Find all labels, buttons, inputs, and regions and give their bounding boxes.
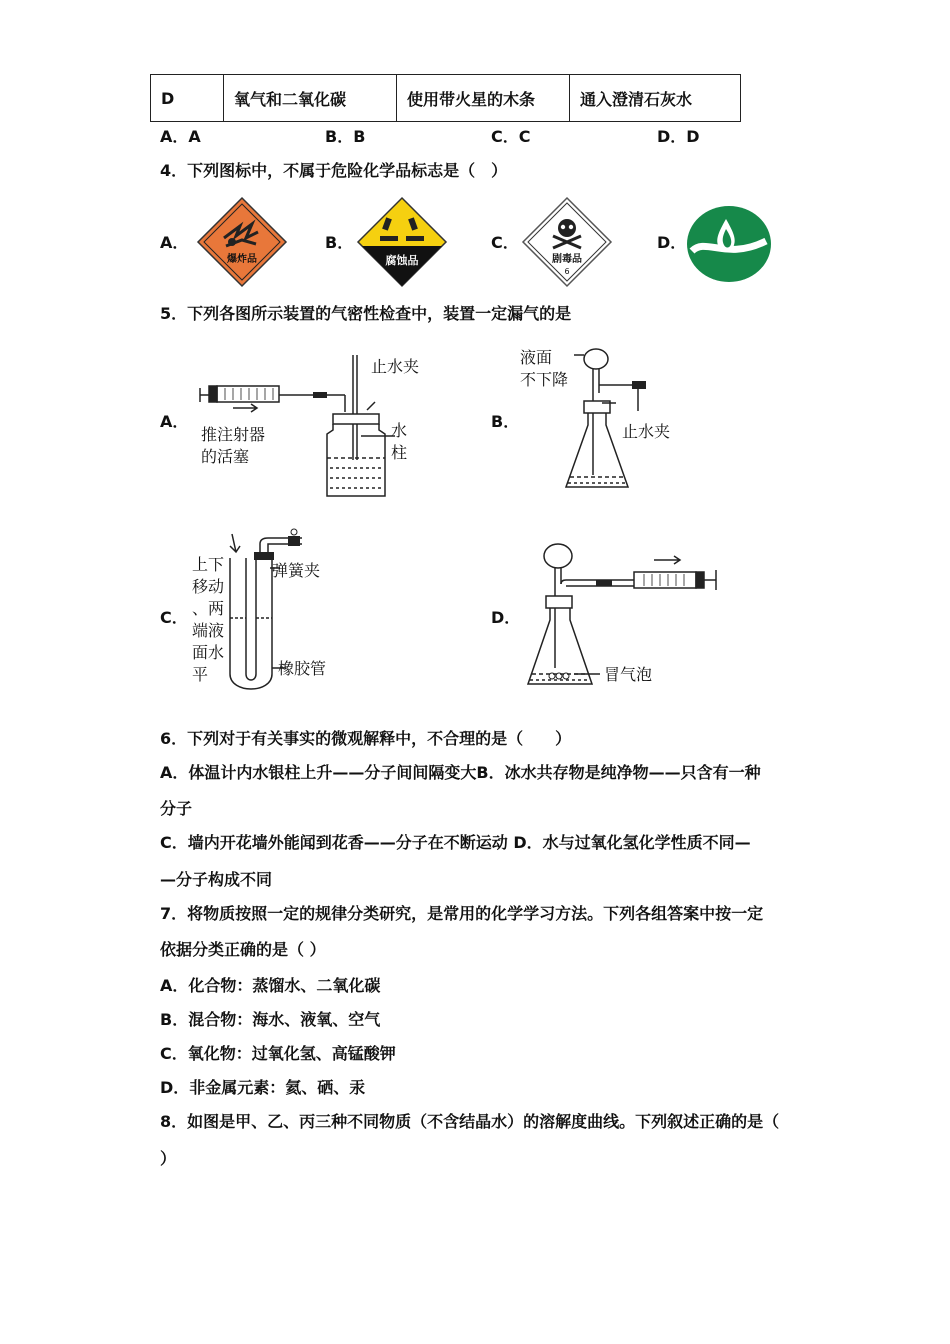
c-label-line-3: 、两: [192, 599, 225, 618]
b-clamp-label: 止水夹: [622, 422, 671, 441]
q7-stem-2: 依据分类正确的是（ ）: [160, 940, 326, 959]
table-cell: D: [151, 75, 224, 122]
q7-stem-1: 7．将物质按照一定的规律分类研究，是常用的化学学习方法。下列各组答案中按一定: [160, 904, 764, 923]
apparatus-c-diagram: [190, 528, 370, 698]
table-cell: 通入澄清石灰水: [570, 75, 741, 122]
table-row: [151, 75, 741, 122]
q7-option-d[interactable]: D．非金属元素：氦、硒、汞: [160, 1078, 366, 1097]
a-push-label-1: 推注射器: [201, 425, 266, 444]
apparatus-a-diagram: [195, 350, 435, 500]
q6-line-1: A．体温计内水银柱上升——分子间间隔变大B．冰水共存物是纯净物——只含有一种: [160, 763, 761, 782]
answer-table: [150, 74, 741, 122]
c-label-line-4: 端液: [192, 621, 225, 640]
c-label-line-6: 平: [192, 665, 209, 684]
water-saving-sign-icon: [686, 205, 772, 283]
q3-option-a[interactable]: A．A: [160, 127, 201, 146]
q7-option-a[interactable]: A．化合物：蒸馏水、二氧化碳: [160, 976, 381, 995]
c-label-line-1: 上下: [192, 555, 225, 574]
q5-stem: 5．下列各图所示装置的气密性检查中，装置一定漏气的是: [160, 304, 572, 323]
c-label-line-5: 面水: [192, 643, 225, 662]
q6-stem: 6．下列对于有关事实的微观解释中，不合理的是（ ）: [160, 729, 572, 748]
q4-label-c[interactable]: C．: [491, 233, 519, 252]
q4-label-b[interactable]: B．: [325, 233, 354, 252]
sign-c-text: 剧毒品: [552, 254, 582, 265]
c-label-line-2: 移动: [192, 577, 225, 596]
q4-label-a[interactable]: A．: [160, 233, 189, 252]
sign-b-text: 腐蚀品: [385, 254, 419, 267]
sign-a-text: 爆炸品: [227, 254, 257, 265]
q6-line-2: 分子: [160, 799, 193, 818]
a-push-label-2: 的活塞: [201, 447, 250, 466]
q4-stem: 4．下列图标中，不属于危险化学品标志是（ ）: [160, 161, 508, 180]
c-spring-label: 弹簧夹: [272, 561, 321, 580]
q5-label-a[interactable]: A．: [160, 412, 189, 431]
c-rubber-label: 橡胶管: [278, 659, 327, 678]
q8-stem-1: 8．如图是甲、乙、丙三种不同物质（不含结晶水）的溶解度曲线。下列叙述正确的是（: [160, 1112, 780, 1131]
b-level-label-1: 液面: [520, 348, 553, 367]
a-clamp-label: 止水夹: [371, 357, 420, 376]
poison-sign-icon: [521, 196, 613, 288]
q5-label-d[interactable]: D．: [491, 608, 521, 627]
explosive-sign-icon: [196, 196, 288, 288]
q3-option-d[interactable]: D．D: [657, 127, 700, 146]
q4-label-d[interactable]: D．: [657, 233, 687, 252]
table-cell: 使用带火星的木条: [397, 75, 570, 122]
q6-line-4: —分子构成不同: [160, 870, 273, 889]
q8-stem-2: ）: [160, 1149, 177, 1168]
q3-option-c[interactable]: C．C: [491, 127, 531, 146]
corrosive-sign-icon: [356, 196, 448, 288]
q5-label-c[interactable]: C．: [160, 608, 188, 627]
a-water-label-2: 柱: [391, 443, 408, 462]
d-bubble-label: 冒气泡: [604, 665, 653, 684]
apparatus-d-diagram: [526, 540, 726, 690]
apparatus-b-diagram: [518, 345, 688, 500]
b-level-label-2: 不下降: [520, 370, 569, 389]
sign-c-number: 6: [564, 267, 570, 276]
a-water-label-1: 水: [391, 421, 408, 440]
q6-line-3: C．墙内开花墙外能闻到花香——分子在不断运动 D．水与过氧化氢化学性质不同—: [160, 833, 751, 852]
q5-label-b[interactable]: B．: [491, 412, 520, 431]
q3-option-b[interactable]: B．B: [325, 127, 366, 146]
q7-option-c[interactable]: C．氧化物：过氧化氢、高锰酸钾: [160, 1044, 396, 1063]
table-cell: 氧气和二氧化碳: [224, 75, 397, 122]
q7-option-b[interactable]: B．混合物：海水、液氧、空气: [160, 1010, 381, 1029]
